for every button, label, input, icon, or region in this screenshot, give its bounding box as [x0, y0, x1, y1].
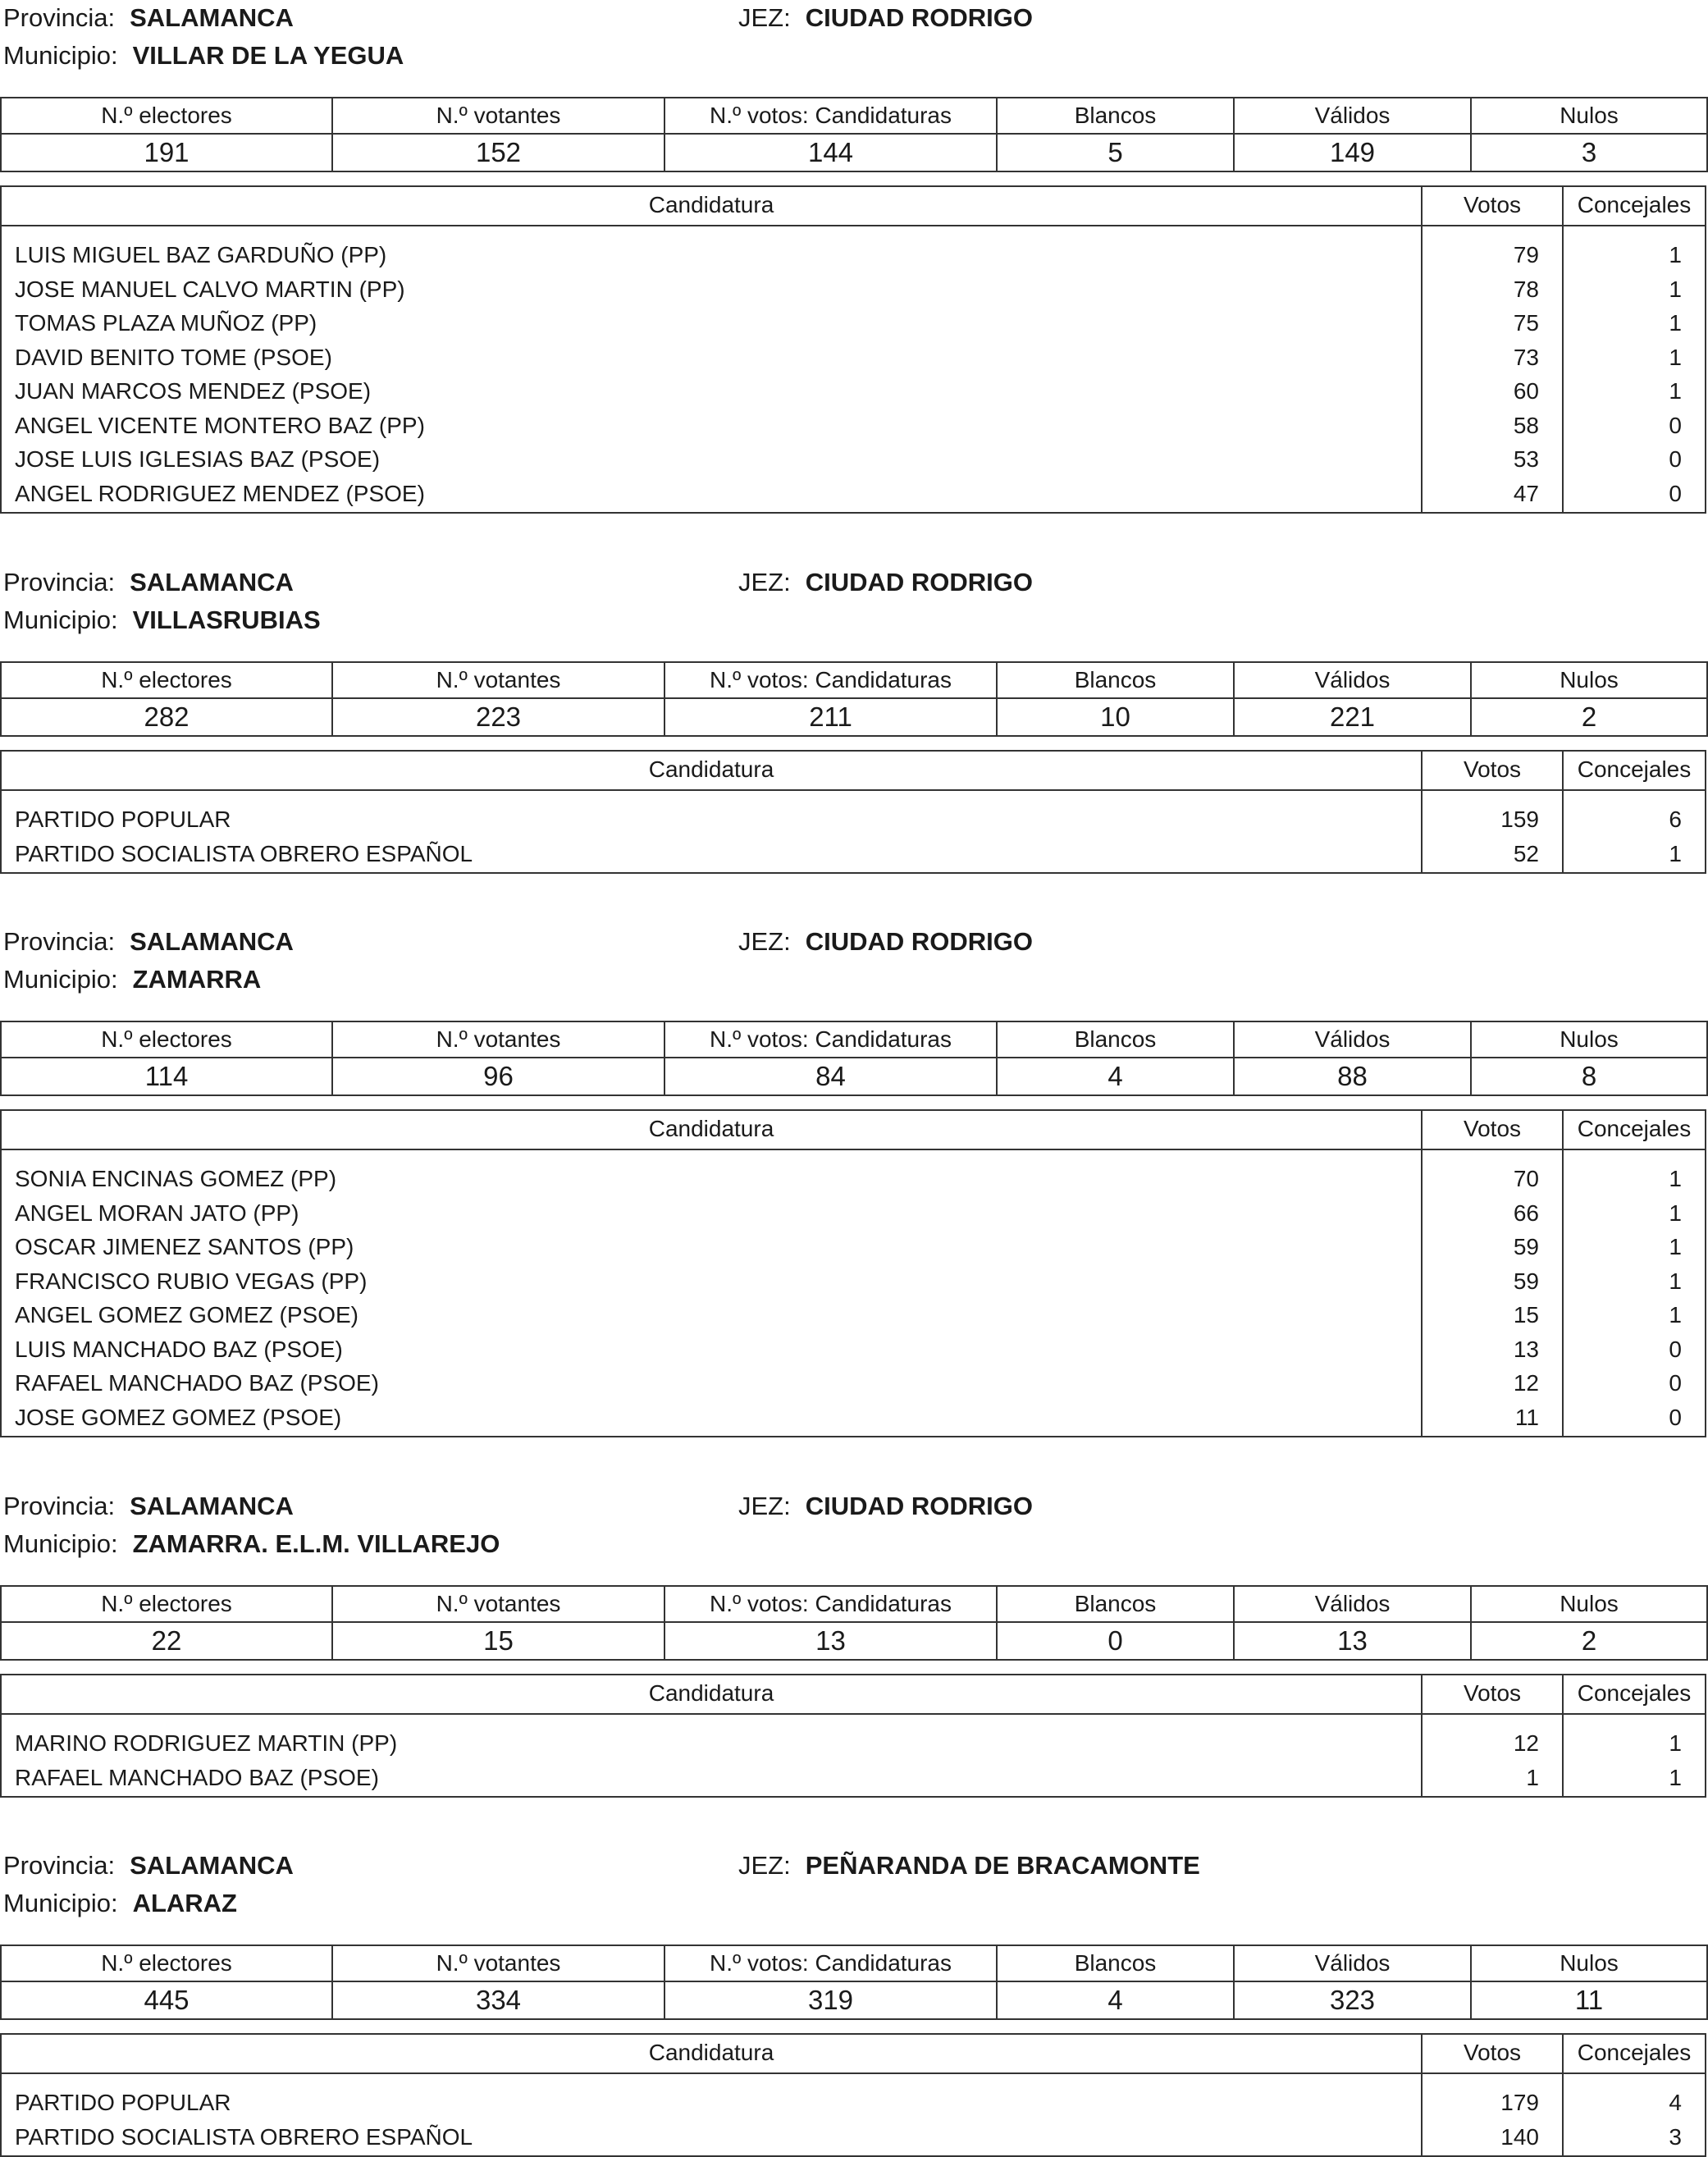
candidate-name-column: [2, 226, 1423, 512]
municipio-line: [3, 38, 404, 74]
concejales-header: Concejales: [1577, 2040, 1692, 2065]
validos-header: Válidos: [1234, 1945, 1471, 1981]
candidate-votes: 15: [1513, 1302, 1539, 1328]
candidate-votes: 70: [1513, 1166, 1539, 1191]
provincia-line: [3, 0, 294, 36]
provincia-value: SALAMANCA: [130, 3, 294, 32]
votos-candidaturas-header: N.º votos: Candidaturas: [664, 1586, 997, 1622]
candidatura-body: [2, 2074, 1705, 2155]
concejales-header: Concejales: [1577, 1116, 1692, 1141]
votantes-header: N.º votantes: [332, 662, 664, 698]
candidatura-table: [0, 185, 1706, 514]
provincia-value: SALAMANCA: [130, 568, 294, 596]
municipio-line: [3, 1885, 237, 1922]
provincia-line: [3, 564, 294, 601]
candidate-seats-column: [1564, 1150, 1705, 1436]
candidate-name: JOSE GOMEZ GOMEZ (PSOE): [15, 1404, 342, 1430]
nulos-header: Nulos: [1471, 98, 1707, 134]
blancos-header: Blancos: [997, 1586, 1234, 1622]
provincia-line: [3, 1488, 294, 1524]
candidate-votes: 58: [1513, 412, 1539, 438]
jez-line: [738, 0, 1033, 36]
candidate-name: LUIS MANCHADO BAZ (PSOE): [15, 1336, 343, 1362]
candidate-votes: 66: [1513, 1200, 1539, 1226]
concejales-header: Concejales: [1577, 756, 1692, 782]
candidatura-header-row: [2, 752, 1705, 791]
candidate-seats: 1: [1669, 1302, 1682, 1328]
provincia-line: [3, 1848, 294, 1884]
candidatura-body: [2, 226, 1705, 512]
candidate-votes: 13: [1513, 1336, 1539, 1362]
candidate-name: PARTIDO SOCIALISTA OBRERO ESPAÑOL: [15, 840, 473, 866]
candidate-seats: 6: [1669, 807, 1682, 832]
jez-label: JEZ:: [738, 927, 791, 956]
votos-candidaturas-header: N.º votos: Candidaturas: [664, 98, 997, 134]
candidate-name: ANGEL MORAN JATO (PP): [15, 1200, 299, 1226]
candidate-seats-column: [1564, 2074, 1705, 2155]
candidate-seats: 0: [1669, 412, 1682, 438]
summary-header-row: [1, 1945, 1707, 1981]
candidate-seats: 1: [1669, 1764, 1682, 1790]
candidatura-header: Candidatura: [2, 187, 1423, 225]
candidate-name: JOSE LUIS IGLESIAS BAZ (PSOE): [15, 446, 381, 472]
candidatura-body: [2, 1150, 1705, 1436]
candidate-name: DAVID BENITO TOME (PSOE): [15, 344, 332, 370]
nulos-value: 11: [1471, 1981, 1707, 2019]
votos-candidaturas-value: 144: [664, 134, 997, 171]
candidate-votes: 11: [1514, 1404, 1539, 1430]
candidate-seats: 1: [1669, 276, 1682, 302]
candidate-name: PARTIDO SOCIALISTA OBRERO ESPAÑOL: [15, 2123, 473, 2150]
candidate-votes-column: [1423, 2074, 1564, 2155]
candidate-seats: 1: [1669, 840, 1682, 866]
validos-header: Válidos: [1234, 1586, 1471, 1622]
candidate-seats: 4: [1669, 2090, 1682, 2115]
candidate-votes: 73: [1513, 344, 1539, 370]
candidate-votes: 1: [1526, 1764, 1539, 1790]
candidate-seats: 1: [1669, 310, 1682, 336]
candidatura-body: [2, 791, 1705, 872]
candidate-name: ANGEL VICENTE MONTERO BAZ (PP): [15, 412, 425, 438]
candidatura-header-row: [2, 1111, 1705, 1150]
votantes-header: N.º votantes: [332, 1021, 664, 1058]
candidate-seats: 0: [1669, 480, 1682, 506]
votos-candidaturas-value: 84: [664, 1058, 997, 1095]
candidate-seats: 0: [1669, 1370, 1682, 1396]
candidatura-table: [0, 2033, 1706, 2157]
jez-label: JEZ:: [738, 568, 791, 596]
candidate-votes-column: [1423, 226, 1564, 512]
nulos-header: Nulos: [1471, 1586, 1707, 1622]
municipio-line: [3, 602, 321, 638]
validos-value: 13: [1234, 1622, 1471, 1660]
jez-line: [738, 1848, 1200, 1884]
blancos-value: 0: [997, 1622, 1234, 1660]
votantes-value: 15: [332, 1622, 664, 1660]
validos-value: 149: [1234, 134, 1471, 171]
jez-line: [738, 564, 1033, 601]
jez-line: [738, 1488, 1033, 1524]
summary-header-row: [1, 1021, 1707, 1058]
candidate-seats: 0: [1669, 1336, 1682, 1362]
candidate-votes: 79: [1513, 242, 1539, 267]
votos-candidaturas-header: N.º votos: Candidaturas: [664, 1021, 997, 1058]
electores-header: N.º electores: [1, 1945, 332, 1981]
blancos-value: 5: [997, 134, 1234, 171]
votantes-value: 223: [332, 698, 664, 736]
nulos-value: 2: [1471, 698, 1707, 736]
jez-line: [738, 924, 1033, 960]
municipio-label: Municipio:: [3, 965, 118, 994]
municipio-label: Municipio:: [3, 41, 118, 70]
validos-header: Válidos: [1234, 662, 1471, 698]
electores-header: N.º electores: [1, 1021, 332, 1058]
municipio-line: [3, 962, 261, 998]
candidate-votes: 140: [1500, 2123, 1539, 2150]
candidate-seats: 1: [1669, 1234, 1682, 1259]
provincia-value: SALAMANCA: [130, 927, 294, 956]
candidate-name: LUIS MIGUEL BAZ GARDUÑO (PP): [15, 242, 387, 267]
municipio-value: ZAMARRA. E.L.M. VILLAREJO: [132, 1529, 500, 1558]
candidate-votes: 159: [1500, 807, 1539, 832]
summary-header-row: [1, 662, 1707, 698]
electores-header: N.º electores: [1, 662, 332, 698]
municipio-value: VILLAR DE LA YEGUA: [132, 41, 404, 70]
candidate-votes-column: [1423, 1715, 1564, 1796]
provincia-value: SALAMANCA: [130, 1492, 294, 1520]
candidate-name: ANGEL GOMEZ GOMEZ (PSOE): [15, 1302, 359, 1328]
candidate-name-column: [2, 2074, 1423, 2155]
provincia-label: Provincia:: [3, 927, 116, 956]
provincia-line: [3, 924, 294, 960]
blancos-value: 10: [997, 698, 1234, 736]
blancos-header: Blancos: [997, 98, 1234, 134]
summary-values-row: [1, 134, 1707, 171]
jez-label: JEZ:: [738, 1851, 791, 1880]
candidate-seats: 3: [1669, 2123, 1682, 2150]
validos-value: 323: [1234, 1981, 1471, 2019]
candidatura-header: Candidatura: [2, 752, 1423, 789]
concejales-header: Concejales: [1577, 192, 1692, 217]
candidate-seats: 1: [1669, 344, 1682, 370]
candidate-name: MARINO RODRIGUEZ MARTIN (PP): [15, 1730, 398, 1756]
candidate-votes: 59: [1513, 1234, 1539, 1259]
candidatura-body: [2, 1715, 1705, 1796]
candidate-votes: 52: [1513, 840, 1539, 866]
candidate-name: RAFAEL MANCHADO BAZ (PSOE): [15, 1370, 379, 1396]
candidate-name-column: [2, 1150, 1423, 1436]
votantes-value: 152: [332, 134, 664, 171]
candidate-votes: 78: [1513, 276, 1539, 302]
electores-value: 282: [1, 698, 332, 736]
votos-header: Votos: [1423, 752, 1564, 789]
votos-candidaturas-value: 13: [664, 1622, 997, 1660]
candidate-name: OSCAR JIMENEZ SANTOS (PP): [15, 1234, 354, 1259]
electores-header: N.º electores: [1, 98, 332, 134]
candidate-seats: 0: [1669, 1404, 1682, 1430]
candidate-name: FRANCISCO RUBIO VEGAS (PP): [15, 1268, 368, 1294]
candidate-seats: 1: [1669, 1200, 1682, 1226]
votantes-value: 96: [332, 1058, 664, 1095]
electores-value: 445: [1, 1981, 332, 2019]
validos-header: Válidos: [1234, 98, 1471, 134]
validos-value: 88: [1234, 1058, 1471, 1095]
provincia-label: Provincia:: [3, 1492, 116, 1520]
candidate-name: JOSE MANUEL CALVO MARTIN (PP): [15, 276, 405, 302]
candidate-votes: 59: [1513, 1268, 1539, 1294]
municipio-line: [3, 1526, 500, 1562]
candidate-seats: 0: [1669, 446, 1682, 472]
candidatura-header-row: [2, 187, 1705, 226]
candidatura-table: [0, 1674, 1706, 1798]
nulos-header: Nulos: [1471, 662, 1707, 698]
nulos-value: 8: [1471, 1058, 1707, 1095]
summary-header-row: [1, 1586, 1707, 1622]
candidate-seats: 1: [1669, 1166, 1682, 1191]
provincia-label: Provincia:: [3, 3, 116, 32]
electores-header: N.º electores: [1, 1586, 332, 1622]
candidate-votes-column: [1423, 1150, 1564, 1436]
nulos-value: 2: [1471, 1622, 1707, 1660]
candidate-votes-column: [1423, 791, 1564, 872]
candidate-votes: 47: [1513, 480, 1539, 506]
electores-value: 22: [1, 1622, 332, 1660]
candidate-votes: 12: [1513, 1370, 1539, 1396]
summary-table: [0, 1585, 1708, 1661]
summary-table: [0, 97, 1708, 172]
votantes-value: 334: [332, 1981, 664, 2019]
jez-label: JEZ:: [738, 3, 791, 32]
votos-header: Votos: [1423, 1675, 1564, 1713]
candidatura-header-row: [2, 2035, 1705, 2074]
votos-candidaturas-value: 211: [664, 698, 997, 736]
summary-table: [0, 1021, 1708, 1096]
votos-candidaturas-header: N.º votos: Candidaturas: [664, 662, 997, 698]
candidate-votes: 75: [1513, 310, 1539, 336]
summary-values-row: [1, 1622, 1707, 1660]
jez-value: PEÑARANDA DE BRACAMONTE: [805, 1851, 1200, 1880]
candidate-seats: 1: [1669, 242, 1682, 267]
candidate-name: JUAN MARCOS MENDEZ (PSOE): [15, 378, 372, 404]
jez-value: CIUDAD RODRIGO: [805, 1492, 1034, 1520]
municipio-label: Municipio:: [3, 606, 118, 634]
votantes-header: N.º votantes: [332, 1945, 664, 1981]
votantes-header: N.º votantes: [332, 98, 664, 134]
provincia-label: Provincia:: [3, 1851, 116, 1880]
candidatura-header-row: [2, 1675, 1705, 1715]
candidate-seats: 1: [1669, 1268, 1682, 1294]
summary-table: [0, 661, 1708, 737]
jez-label: JEZ:: [738, 1492, 791, 1520]
blancos-header: Blancos: [997, 1021, 1234, 1058]
validos-header: Válidos: [1234, 1021, 1471, 1058]
votos-header: Votos: [1423, 2035, 1564, 2072]
blancos-header: Blancos: [997, 662, 1234, 698]
candidate-votes: 12: [1513, 1730, 1539, 1756]
candidate-name-column: [2, 1715, 1423, 1796]
municipio-value: ZAMARRA: [132, 965, 262, 994]
candidate-name: ANGEL RODRIGUEZ MENDEZ (PSOE): [15, 480, 425, 506]
candidate-name-column: [2, 791, 1423, 872]
votos-candidaturas-header: N.º votos: Candidaturas: [664, 1945, 997, 1981]
provincia-value: SALAMANCA: [130, 1851, 294, 1880]
candidate-name: TOMAS PLAZA MUÑOZ (PP): [15, 310, 317, 336]
candidatura-table: [0, 750, 1706, 874]
validos-value: 221: [1234, 698, 1471, 736]
blancos-value: 4: [997, 1058, 1234, 1095]
summary-values-row: [1, 1981, 1707, 2019]
candidate-votes: 53: [1513, 446, 1539, 472]
municipio-label: Municipio:: [3, 1889, 118, 1917]
candidate-name: PARTIDO POPULAR: [15, 807, 231, 832]
blancos-value: 4: [997, 1981, 1234, 2019]
candidatura-table: [0, 1109, 1706, 1437]
municipio-value: ALARAZ: [132, 1889, 237, 1917]
candidate-seats: 1: [1669, 1730, 1682, 1756]
votos-header: Votos: [1423, 1111, 1564, 1149]
candidate-name: PARTIDO POPULAR: [15, 2090, 231, 2115]
candidate-seats: 1: [1669, 378, 1682, 404]
nulos-header: Nulos: [1471, 1021, 1707, 1058]
candidate-seats-column: [1564, 1715, 1705, 1796]
votos-header: Votos: [1423, 187, 1564, 225]
electores-value: 114: [1, 1058, 332, 1095]
provincia-label: Provincia:: [3, 568, 116, 596]
candidatura-header: Candidatura: [2, 2035, 1423, 2072]
summary-header-row: [1, 98, 1707, 134]
electores-value: 191: [1, 134, 332, 171]
jez-value: CIUDAD RODRIGO: [805, 568, 1034, 596]
summary-values-row: [1, 1058, 1707, 1095]
candidate-votes: 179: [1500, 2090, 1539, 2115]
candidate-name: RAFAEL MANCHADO BAZ (PSOE): [15, 1764, 379, 1790]
candidate-seats-column: [1564, 791, 1705, 872]
municipio-label: Municipio:: [3, 1529, 118, 1558]
candidate-seats-column: [1564, 226, 1705, 512]
candidate-name: SONIA ENCINAS GOMEZ (PP): [15, 1166, 337, 1191]
nulos-value: 3: [1471, 134, 1707, 171]
candidatura-header: Candidatura: [2, 1111, 1423, 1149]
municipio-value: VILLASRUBIAS: [132, 606, 321, 634]
jez-value: CIUDAD RODRIGO: [805, 927, 1034, 956]
concejales-header: Concejales: [1577, 1680, 1692, 1706]
blancos-header: Blancos: [997, 1945, 1234, 1981]
jez-value: CIUDAD RODRIGO: [805, 3, 1034, 32]
votos-candidaturas-value: 319: [664, 1981, 997, 2019]
nulos-header: Nulos: [1471, 1945, 1707, 1981]
votantes-header: N.º votantes: [332, 1586, 664, 1622]
summary-values-row: [1, 698, 1707, 736]
summary-table: [0, 1944, 1708, 2020]
candidatura-header: Candidatura: [2, 1675, 1423, 1713]
candidate-votes: 60: [1513, 378, 1539, 404]
